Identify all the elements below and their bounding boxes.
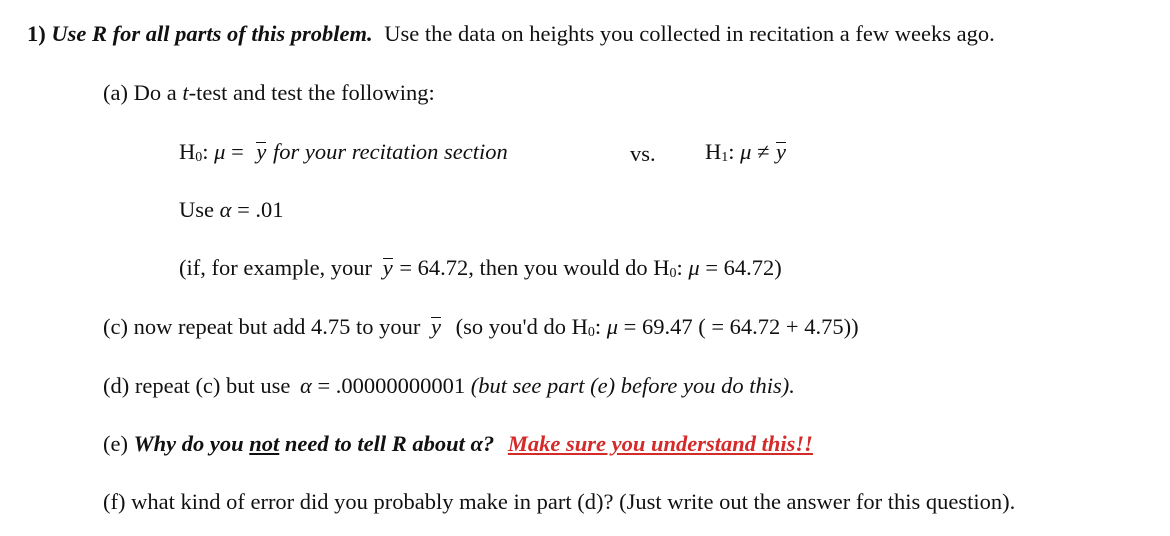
part-e-label: (e) [103,431,128,456]
h1-neq: ≠ [757,139,770,164]
part-c [103,316,859,340]
h1-colon: : [728,139,735,164]
part-a-rest: -test and test the following: [188,80,435,105]
h0-sub: 0 [195,150,203,165]
hypothesis-h1 [705,141,787,165]
h1-letter: H [705,139,722,164]
h0-tail: for your recitation section [273,139,508,164]
part-a-t: t [182,80,189,105]
part-f [103,491,1015,514]
h0-colon: : [202,139,209,164]
h0-eq: = [231,139,244,164]
part-e-emphasis: Make sure you understand this!! [507,431,813,456]
part-c-part2: (so you'd do H [455,314,588,339]
part-c-part1: (c) now repeat but add 4.75 to your [103,314,421,339]
part-c-colon: : [594,314,602,339]
h0-mu: μ [214,139,226,164]
h1-sub: 1 [721,150,729,165]
part-e-q3: ? [482,431,495,456]
problem-number: 1) [27,21,46,46]
part-e-not: not [249,431,280,456]
part-c-sub: 0 [587,325,595,340]
alpha-symbol: α [219,197,232,222]
example-ybar: y [382,255,393,280]
part-e-q2: need to tell R about [284,431,465,456]
h1-ybar: y [776,139,787,164]
problem-lead: Use R for all parts of this problem. [51,21,373,46]
alpha-prefix: Use [179,197,214,222]
part-d [103,375,795,398]
problem-statement [27,23,995,46]
part-e-alpha: α [470,431,483,456]
part-c-ybar: y [431,314,442,339]
h1-mu: μ [740,139,752,164]
part-d-tail: (but see part (e) before you do this). [470,373,795,398]
part-e-q1: Why do you [133,431,244,456]
part-e [103,433,813,456]
example-part4: = 64.72) [705,255,782,280]
part-c-part4: = 69.47 ( = 64.72 + 4.75)) [623,314,859,339]
problem-text: Use the data on heights you collected in recitation a few weeks ago. [384,21,995,46]
part-c-mu: μ [606,314,619,339]
example-part1: (if, for example, your [179,255,373,280]
part-d-alpha: α [300,373,312,398]
example-mu: μ [688,255,700,280]
example-part2: = 64.72, then you would do H [399,255,670,280]
example-line [179,257,782,281]
hypothesis-vs [630,143,656,166]
part-a [103,82,435,105]
example-sub: 0 [669,266,677,281]
example-colon: : [676,255,683,280]
part-d-part1: (d) repeat (c) but use [103,373,291,398]
alpha-value: = .01 [237,197,284,222]
part-a-label: (a) Do a [103,80,183,105]
vs-text: vs. [630,141,656,166]
alpha-line [179,199,284,222]
part-f-text: (f) what kind of error did you probably make in part (d)? (Just write out the answer for this question). [103,489,1016,514]
part-d-part2: = .00000000001 [317,373,466,398]
h0-letter: H [179,139,196,164]
h0-ybar: y [256,139,267,164]
hypothesis-h0 [179,141,508,165]
